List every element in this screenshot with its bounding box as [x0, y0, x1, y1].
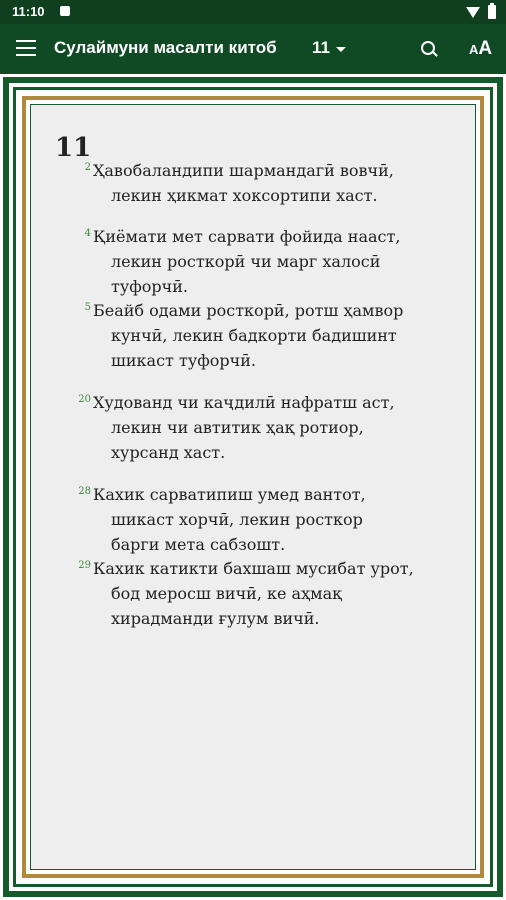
page-frame	[0, 74, 506, 900]
reading-page[interactable]	[30, 104, 476, 870]
verse-text: хурсанд хаст.	[111, 443, 226, 462]
verse[interactable]	[71, 295, 471, 373]
wifi-icon	[466, 7, 480, 18]
verse-number: 29	[78, 560, 91, 571]
verse-text: барги мета сабзошт.	[111, 535, 286, 554]
verse-text: шикаст хорчӣ, лекин росткор	[111, 510, 363, 529]
verse-text: Худованд чи каҷдилӣ нафратш аст,	[93, 393, 395, 412]
verse-text: шикаст туфорчӣ.	[111, 351, 256, 370]
verse-text: туфорчӣ.	[111, 277, 188, 296]
verse-text: хирадманди ғулум вичӣ.	[111, 609, 320, 628]
text-size-icon[interactable]: AA	[469, 38, 493, 59]
verse-number: 28	[78, 486, 91, 497]
verse-text: лекин чи автитик ҳақ ротиор,	[111, 418, 364, 437]
verse[interactable]	[71, 387, 471, 465]
status-icons	[466, 4, 496, 20]
verse-text: Кахик катикти бахшаш мусибат урот,	[93, 559, 414, 578]
verse-text: лекин ҳикмат хоксортипи хаст.	[111, 186, 378, 205]
verse-text: Ҳавобаландипи шармандагӣ вовчӣ,	[93, 161, 394, 180]
status-bar	[0, 0, 506, 24]
verse-number: 2	[84, 162, 91, 173]
chevron-down-icon	[336, 47, 346, 52]
chapter-number: 11	[55, 133, 92, 163]
verse-text: Кахик сарватипиш умед вантот,	[93, 485, 366, 504]
chapter-selector-label: 11	[312, 38, 330, 57]
frame-gold-border	[22, 96, 484, 878]
verse-text: бод меросш вичӣ, ке аҳмақ	[111, 584, 342, 603]
verse[interactable]	[71, 479, 471, 557]
frame-outer-border	[3, 77, 503, 897]
verse-text: лекин росткорӣ чи марг халосӣ	[111, 252, 381, 271]
verse-number: 5	[84, 302, 91, 313]
menu-icon[interactable]	[16, 40, 36, 56]
app-bar	[0, 24, 506, 74]
chapter-selector[interactable]	[312, 38, 346, 58]
verse[interactable]	[71, 553, 471, 631]
verse-number: 4	[84, 228, 91, 239]
verse-text: Қиёмати мет сарвати фойида нааст,	[93, 227, 401, 246]
verse-text: кунчӣ, лекин бадкорти бадишинт	[111, 326, 397, 345]
status-time: 11:10	[12, 4, 45, 19]
battery-icon	[488, 5, 496, 19]
verse-text: Беайб одами росткорӣ, ротш ҳамвор	[93, 301, 404, 320]
notification-icon	[60, 6, 70, 16]
frame-mid-border	[13, 87, 493, 887]
book-title[interactable]: Сулаймуни масалти китоб	[54, 38, 277, 57]
verse[interactable]	[71, 155, 471, 208]
verse-number: 20	[78, 394, 91, 405]
search-icon[interactable]	[421, 41, 437, 57]
verse[interactable]	[71, 221, 471, 299]
chapter-content	[31, 105, 475, 869]
